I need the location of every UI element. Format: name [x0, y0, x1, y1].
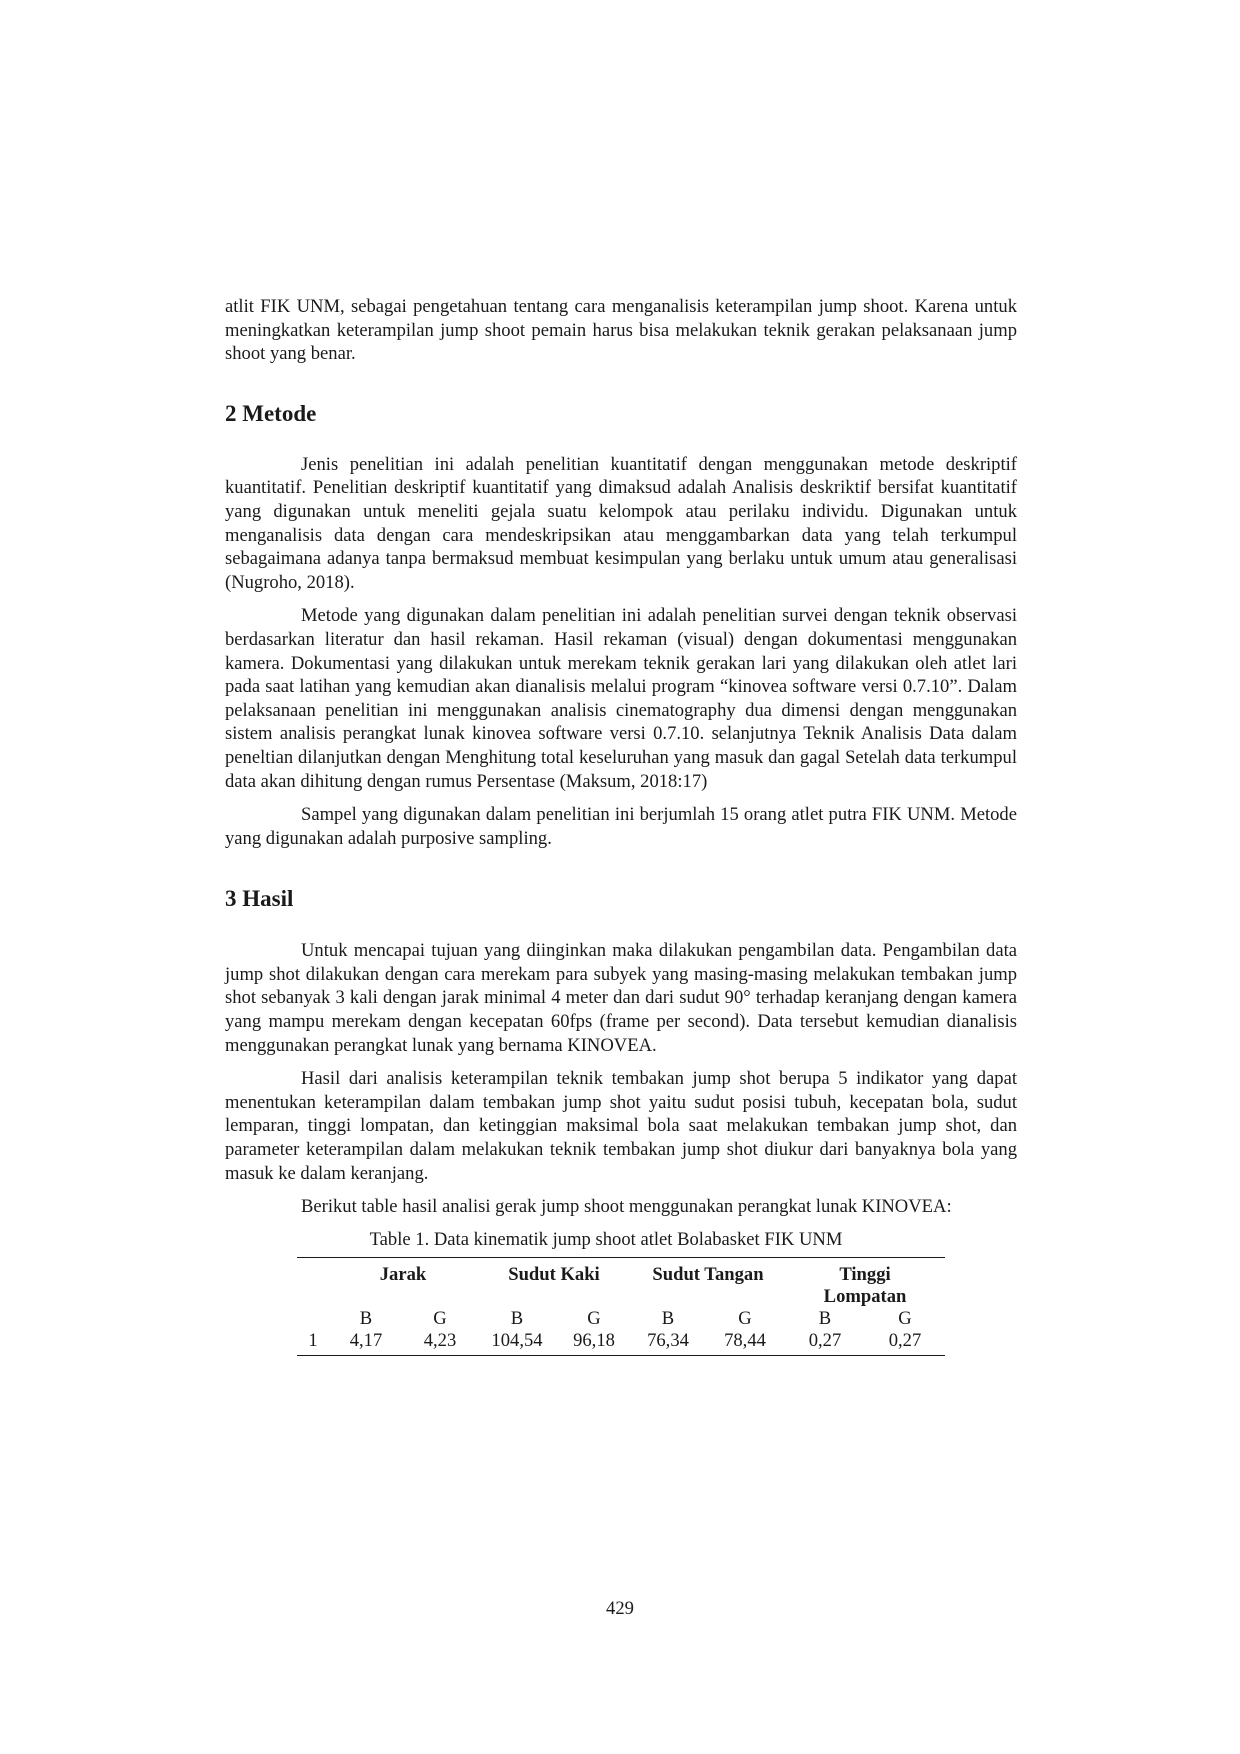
sub-tinggi-b: B	[818, 1307, 832, 1329]
cell-jarak-b: 4,17	[349, 1329, 383, 1351]
table-subheader-row	[297, 1308, 945, 1330]
table-caption: Table 1. Data kinematik jump shoot atlet Bolabasket FIK UNM	[369, 1228, 843, 1250]
table-row	[297, 1330, 945, 1356]
sub-tangan-g: G	[738, 1307, 752, 1329]
metode-paragraph-1: Jenis penelitian ini adalah penelitian kuantitatif dengan menggunakan metode deskriptif kuantitatif. Penelitian deskriptif kuantitatif yang dimaksud adalah Analisis deskriktif bersifat kuantitatif yang digunakan untuk meneliti gejala suatu kelompok atau perilaku individu. Digunakan untuk menganalisis data dengan cara mendeskripsikan atau menggambarkan data yang telah terkumpul sebagaimana adanya tanpa bermaksud membuat kesimpulan yang berlaku untuk umum atau generalisasi (Nugroho, 2018).	[225, 453, 1017, 593]
header-jarak: Jarak	[379, 1263, 427, 1285]
section-title-hasil: 3 Hasil	[225, 886, 294, 912]
cell-jarak-g: 4,23	[423, 1329, 457, 1351]
page-content	[225, 295, 1017, 1367]
header-tinggi-lompatan	[785, 1257, 945, 1308]
header-tinggi: Tinggi	[839, 1263, 891, 1285]
sub-jarak-g: G	[433, 1307, 447, 1329]
sub-jarak-b: B	[359, 1307, 373, 1329]
kinematic-data-table	[297, 1257, 945, 1356]
sub-kaki-b: B	[510, 1307, 524, 1329]
cell-kaki-g: 96,18	[573, 1329, 615, 1351]
hasil-paragraph-2: Hasil dari analisis keterampilan teknik tembakan jump shot berupa 5 indikator yang dapat menentukan keterampilan dalam tembakan jump shot yaitu sudut posisi tubuh, kecepatan bola, sudut lemparan, tinggi lompatan, dan ketinggian maksimal bola saat melakukan tembakan jump shot, dan parameter keterampilan dalam melakukan teknik tembakan jump shot diukur dari banyaknya bola yang masuk ke dalam keranjang.	[225, 1068, 1017, 1184]
cell-tangan-b: 76,34	[647, 1329, 689, 1351]
hasil-paragraph-1: Untuk mencapai tujuan yang diinginkan maka dilakukan pengambilan data. Pengambilan data jump shot dilakukan dengan cara merekam para subyek yang masing-masing melakukan tembakan jump shot sebanyak 3 kali dengan jarak minimal 4 meter dan dari sudut 90° terhadap keranjang dengan kamera yang mampu merekam dengan kecepatan 60fps (frame per second). Data tersebut kemudian dianalisis menggunakan perangkat lunak yang bernama KINOVEA.	[225, 940, 1017, 1056]
sub-kaki-g: G	[587, 1307, 601, 1329]
table-intro-line: Berikut table hasil analisi gerak jump shoot menggunakan perangkat lunak KINOVEA:	[301, 1196, 952, 1218]
section-title-metode: 2 Metode	[225, 400, 317, 426]
sub-tinggi-g: G	[898, 1307, 912, 1329]
row-number: 1	[308, 1329, 318, 1351]
metode-paragraph-3: Sampel yang digunakan dalam penelitian ini berjumlah 15 orang atlet putra FIK UNM. Metode yang digunakan adalah purposive sampling.	[225, 804, 1017, 849]
cell-kaki-b: 104,54	[491, 1329, 543, 1351]
sub-tangan-b: B	[661, 1307, 675, 1329]
header-sudut-kaki: Sudut Kaki	[508, 1263, 600, 1285]
page-number: 429	[606, 1598, 634, 1619]
cell-tangan-g: 78,44	[724, 1329, 766, 1351]
metode-paragraph-2: Metode yang digunakan dalam penelitian ini adalah penelitian survei dengan teknik observasi berdasarkan literatur dan hasil rekaman. Hasil rekaman (visual) dengan dokumentasi menggunakan kamera. Dokumentasi yang dilakukan untuk merekam teknik gerakan lari yang dilakukan oleh atlet lari pada saat latihan yang kemudian akan dianalisis melalui program “kinovea software versi 0.7.10”. Dalam pelaksanaan penelitian ini menggunakan analisis cinematography dua dimensi dengan menggunakan sistem analisis perangkat lunak kinovea software versi 0.7.10. selanjutnya Teknik Analisis Data dalam peneltian dilanjutkan dengan Menghitung total keseluruhan yang masuk dan gagal Setelah data terkumpul data akan dihitung dengan rumus Persentase (Maksum, 2018:17)	[225, 605, 1017, 792]
intro-paragraph: atlit FIK UNM, sebagai pengetahuan tentang cara menganalisis keterampilan jump shoot. Karena untuk meningkatkan keterampilan jump shoot pemain harus bisa melakukan teknik gerakan pelaksanaan jump shoot yang benar.	[225, 296, 1017, 365]
header-sudut-tangan: Sudut Tangan	[652, 1263, 764, 1285]
table-header-row	[297, 1257, 945, 1308]
cell-tinggi-b: 0,27	[808, 1329, 842, 1351]
cell-tinggi-g: 0,27	[888, 1329, 922, 1351]
header-lompatan: Lompatan	[823, 1285, 907, 1307]
